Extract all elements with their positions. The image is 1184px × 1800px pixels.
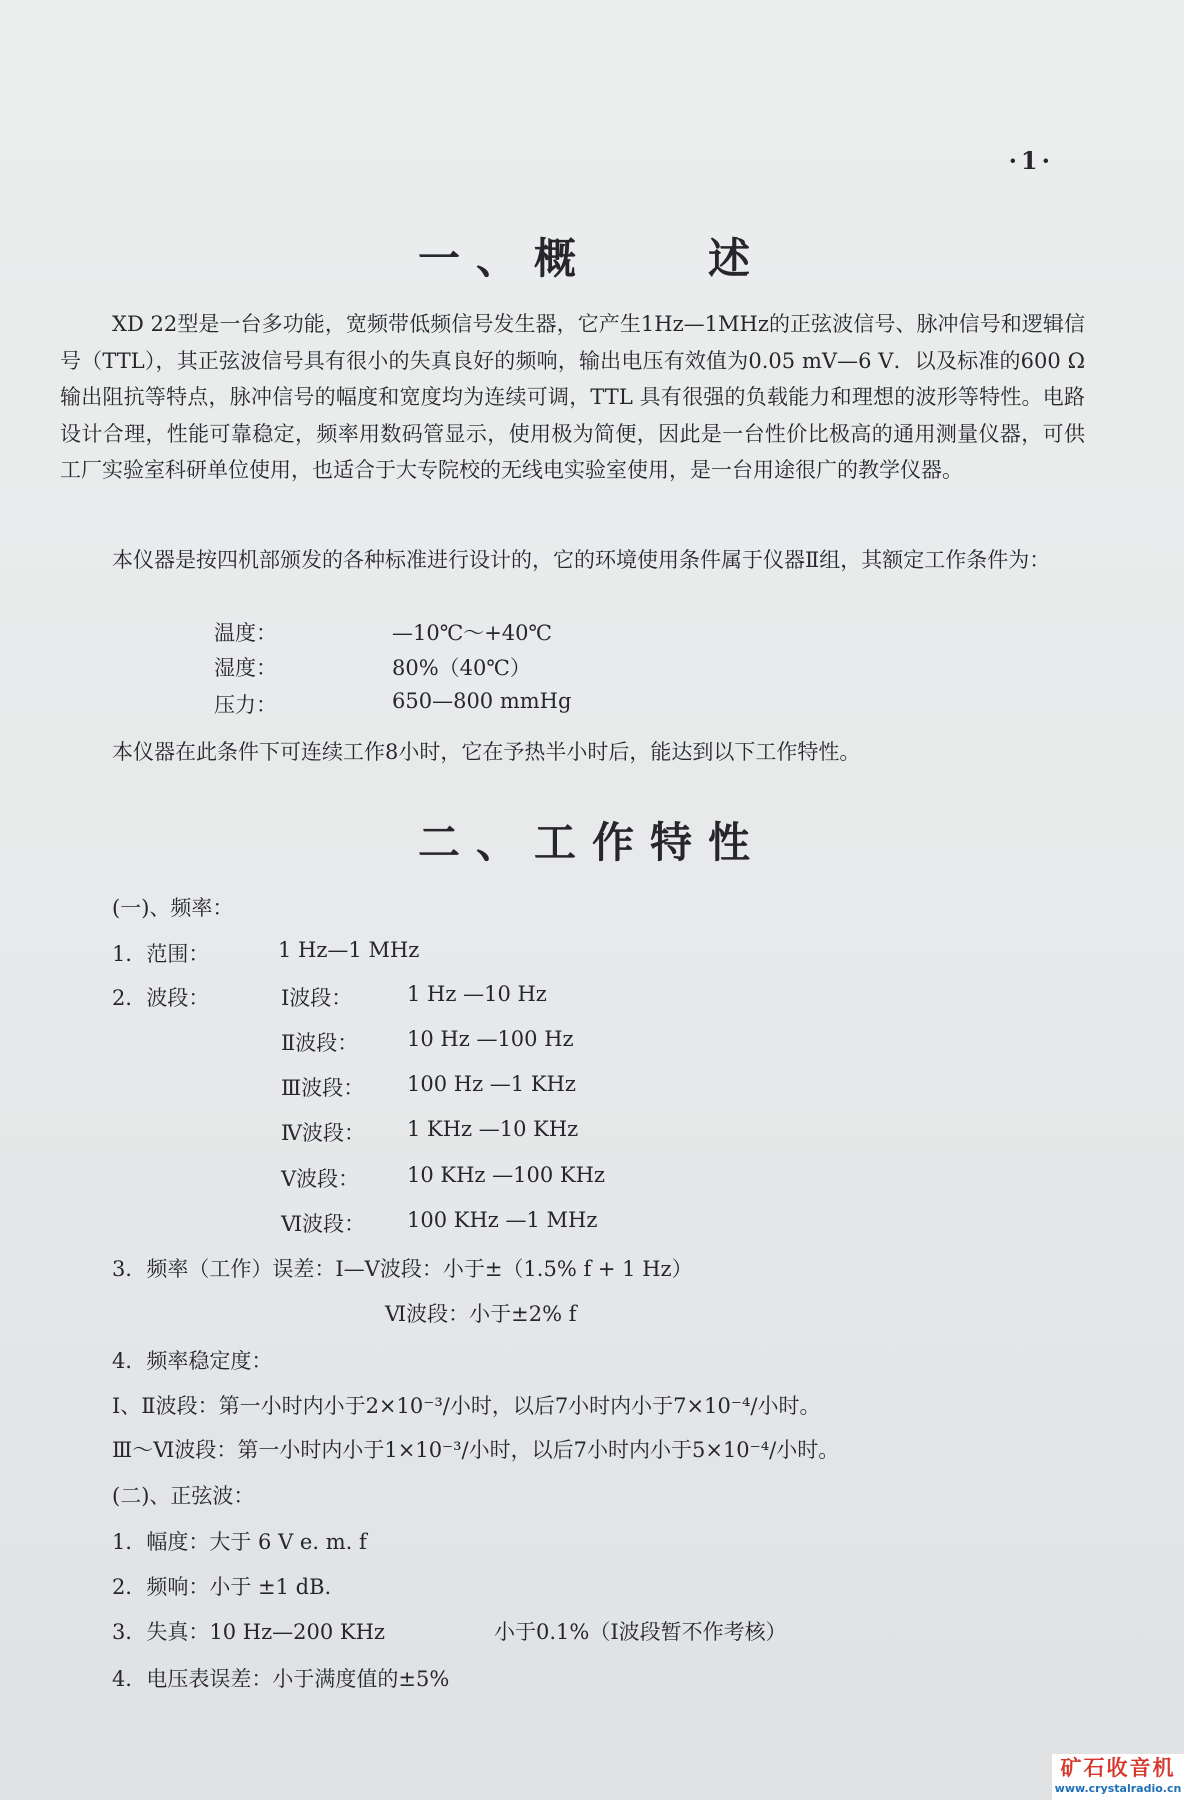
sine-amplitude: 1．幅度：大于 6 V e. m. f — [112, 1530, 367, 1554]
page-number: ·1· — [1008, 146, 1054, 175]
band-6-value: 100 KHz —1 MHz — [407, 1208, 598, 1232]
sine-heading: (二)、正弦波： — [112, 1484, 255, 1508]
stability-line-2: Ⅲ～Ⅵ波段：第一小时内小于1×10⁻³/小时，以后7小时内小于5×10⁻⁴/小时。 — [112, 1438, 840, 1462]
band-3-label: Ⅲ波段： — [281, 1076, 365, 1100]
condition-pressure-label: 压力： — [214, 693, 277, 717]
overview-paragraph-2: 本仪器是按四机部颁发的各种标准进行设计的，它的环境使用条件属于仪器Ⅱ组，其额定工作条件为： — [112, 548, 1051, 572]
sine-voltmeter-error: 4．电压表误差：小于满度值的±5% — [112, 1667, 450, 1691]
frequency-heading: (一)、频率： — [112, 896, 234, 920]
range-value: 1 Hz—1 MHz — [278, 938, 420, 962]
stability-line-1: Ⅰ、Ⅱ波段：第一小时内小于2×10⁻³/小时，以后7小时内小于7×10⁻⁴/小时。 — [112, 1394, 821, 1418]
band-2-value: 10 Hz —100 Hz — [407, 1027, 574, 1051]
condition-humidity-value: 80%（40℃） — [392, 656, 531, 680]
condition-pressure-value: 650—800 mmHg — [392, 689, 572, 713]
band-4-label: Ⅳ波段： — [281, 1121, 365, 1145]
band-6-label: Ⅵ波段： — [281, 1212, 366, 1236]
band-4-value: 1 KHz —10 KHz — [407, 1117, 579, 1141]
site-watermark — [1052, 1754, 1184, 1800]
band-5-value: 10 KHz —100 KHz — [407, 1163, 605, 1187]
watermark-title: 矿石收音机 — [1060, 1756, 1176, 1780]
condition-temperature-value: —10℃～+40℃ — [392, 621, 553, 645]
sine-distortion-value: 小于0.1%（Ⅰ波段暂不作考核） — [494, 1620, 787, 1644]
frequency-error-line-1: 3．频率（工作）误差：Ⅰ—Ⅴ波段：小于±（1.5% f + 1 Hz） — [112, 1257, 693, 1281]
band-5-label: Ⅴ波段： — [281, 1167, 360, 1191]
sine-frequency-response: 2．频响：小于 ±1 dB. — [112, 1575, 332, 1599]
band-3-value: 100 Hz —1 KHz — [407, 1072, 576, 1096]
overview-paragraph-1: XD 22型是一台多功能，宽频带低频信号发生器，它产生1Hz—1MHz的正弦波信号、脉冲信号和逻辑信号（TTL），其正弦波信号具有很小的失真良好的频响，输出电压有效值为0.05 mV—6 V．以及标准的600 Ω 输出阻抗等特点，脉冲信号的幅度和宽度均为连续可调，TTL 具有很强的负载能力和理想的波形等特性。电路设计合理，性能可靠稳定，频率用数码管显示，使用极为简便，因此是一台性价比极高的通用测量仪器，可供工厂实验室科研单位使用，也适合于大专院校的无线电实验室使用，是一台用途很广的教学仪器。 — [60, 312, 1085, 482]
bands-label: 2．波段： — [112, 986, 210, 1010]
band-1-label: Ⅰ波段： — [281, 986, 353, 1010]
section-title-overview: 一、概 述 — [417, 234, 766, 283]
range-label: 1．范围： — [112, 942, 210, 966]
condition-humidity-label: 湿度： — [214, 656, 277, 680]
stability-label: 4．频率稳定度： — [112, 1349, 273, 1373]
frequency-error-line-2: Ⅵ波段：小于±2% f — [385, 1302, 577, 1326]
sine-distortion-label: 3．失真：10 Hz—200 KHz — [112, 1620, 385, 1644]
condition-temperature-label: 温度： — [214, 621, 277, 645]
band-1-value: 1 Hz —10 Hz — [407, 982, 547, 1006]
overview-paragraph-3: 本仪器在此条件下可连续工作8小时，它在予热半小时后，能达到以下工作特性。 — [112, 740, 861, 764]
watermark-url: www.crystalradio.cn — [1054, 1782, 1182, 1795]
band-2-label: Ⅱ波段： — [281, 1031, 359, 1055]
section-title-characteristics: 二、工作特性 — [417, 818, 766, 867]
